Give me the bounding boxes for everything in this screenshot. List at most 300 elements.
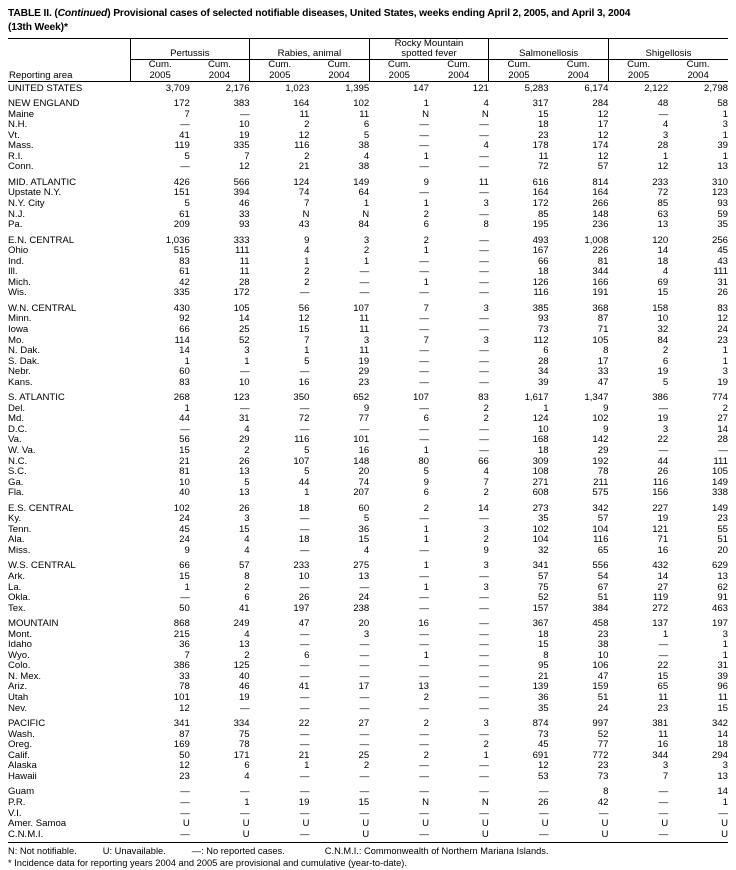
header-group-shigellosis: Shigellosis — [608, 39, 728, 60]
data-cell: 60 — [358, 502, 370, 514]
data-cell: 16 — [358, 445, 370, 456]
data-cell: 1 — [423, 197, 429, 209]
data-cell: 11 — [239, 255, 250, 267]
data-cell: 80 — [418, 455, 429, 467]
data-cell: 13 — [717, 571, 729, 583]
data-cell: 5 — [662, 376, 669, 388]
data-cell: 652 — [353, 392, 370, 404]
reporting-area-cell: Md. — [8, 413, 24, 425]
reporting-area-cell: W.S. CENTRAL — [8, 560, 76, 572]
data-cell: 20 — [358, 466, 370, 478]
data-cell: — — [479, 423, 489, 435]
data-cell: 167 — [532, 245, 549, 257]
reporting-area-cell: MID. ATLANTIC — [8, 176, 77, 188]
data-cell: 72 — [537, 161, 549, 173]
data-cell: 13 — [358, 571, 370, 583]
data-cell: 149 — [353, 176, 370, 188]
data-cell: 874 — [532, 718, 549, 730]
data-cell: 1 — [722, 150, 729, 162]
data-cell: 1 — [304, 345, 310, 357]
data-cell: 272 — [652, 602, 669, 614]
data-cell: 137 — [652, 618, 669, 630]
data-cell: 2 — [244, 649, 250, 661]
footnote-not-notifiable: N: Not notifiable. — [8, 846, 77, 857]
reporting-area-cell: S.C. — [8, 466, 27, 478]
data-cell: N — [362, 208, 370, 220]
data-cell: 60 — [179, 366, 190, 378]
data-cell: 7 — [483, 476, 489, 488]
table-row — [8, 546, 728, 557]
data-cell: 20 — [717, 544, 729, 556]
data-cell: 4 — [304, 245, 310, 257]
data-cell: 8 — [603, 786, 609, 798]
data-cell: 45 — [179, 523, 190, 535]
data-cell: 21 — [298, 161, 310, 173]
data-cell: — — [419, 376, 429, 388]
data-cell: 108 — [532, 466, 549, 478]
data-cell: 16 — [657, 544, 669, 556]
data-cell: — — [658, 828, 669, 840]
data-cell: 341 — [173, 718, 190, 730]
data-cell: 172 — [532, 197, 549, 209]
data-cell: 12 — [597, 150, 609, 162]
reporting-area-cell: Tex. — [8, 602, 26, 614]
data-cell: 57 — [597, 513, 609, 525]
data-cell: 23 — [179, 770, 190, 782]
data-cell: 51 — [717, 534, 729, 546]
data-cell: 42 — [597, 796, 609, 808]
data-cell: — — [180, 796, 190, 808]
data-cell: 32 — [537, 544, 549, 556]
data-cell: 12 — [298, 129, 310, 141]
data-cell: 72 — [298, 413, 310, 425]
data-cell: 121 — [652, 523, 669, 535]
data-cell: 238 — [353, 602, 370, 614]
data-cell: 1 — [423, 445, 429, 456]
data-cell: 52 — [537, 592, 549, 604]
data-cell: 111 — [235, 245, 250, 257]
data-cell: — — [658, 639, 669, 651]
cum-label: Cum. — [327, 59, 351, 71]
reporting-area-cell: Guam — [8, 786, 35, 798]
data-cell: 275 — [353, 560, 370, 572]
data-cell: — — [419, 739, 429, 751]
data-cell: 1 — [543, 402, 549, 414]
data-cell: 215 — [173, 628, 190, 640]
data-cell: 197 — [712, 618, 729, 630]
data-cell: 2 — [363, 760, 370, 772]
data-cell: — — [299, 660, 310, 672]
data-cell: — — [419, 402, 429, 414]
data-cell: — — [359, 702, 370, 714]
data-cell: 1 — [423, 150, 429, 162]
data-cell: 11 — [359, 323, 370, 335]
data-cell: 344 — [592, 266, 609, 278]
data-cell: 120 — [652, 234, 669, 246]
data-cell: 11 — [658, 692, 669, 704]
data-cell: 5 — [184, 150, 190, 162]
data-cell: — — [658, 649, 669, 661]
data-cell: 174 — [592, 140, 609, 152]
data-cell: — — [419, 140, 429, 152]
reporting-area-cell: Upstate N.Y. — [8, 187, 62, 199]
data-cell: 102 — [532, 523, 549, 535]
reporting-area-cell: MOUNTAIN — [8, 618, 59, 630]
data-cell: — — [419, 639, 429, 651]
data-cell: — — [479, 276, 489, 288]
data-cell: — — [299, 828, 310, 840]
data-cell: 14 — [657, 571, 669, 583]
data-cell: 430 — [173, 302, 190, 314]
data-cell: 116 — [593, 534, 609, 546]
data-cell: 10 — [238, 376, 250, 388]
data-cell: — — [299, 786, 310, 798]
data-cell: 85 — [537, 208, 549, 220]
data-cell: N — [481, 796, 489, 808]
data-cell: 28 — [657, 140, 669, 152]
data-cell: 6 — [662, 355, 669, 367]
data-cell: 1 — [423, 245, 429, 257]
data-cell: 7 — [423, 302, 429, 314]
data-cell: 25 — [358, 749, 370, 761]
cum-label: Cum. — [447, 59, 471, 71]
data-cell: 335 — [173, 287, 190, 299]
data-cell: 56 — [179, 434, 190, 446]
data-cell: 3 — [483, 523, 489, 535]
data-cell: 84 — [358, 219, 370, 231]
header-spacer — [8, 39, 130, 60]
data-cell: 1,023 — [285, 82, 310, 94]
data-cell: 13 — [238, 639, 250, 651]
data-cell: — — [479, 728, 489, 740]
data-cell: 3 — [363, 334, 370, 346]
data-cell: 1,008 — [584, 234, 609, 246]
data-cell: 107 — [293, 455, 310, 467]
data-cell: 16 — [418, 618, 429, 630]
year-label: 2005 — [627, 69, 650, 81]
data-cell: 83 — [179, 376, 190, 388]
cum-label: Cum. — [566, 59, 590, 71]
data-cell: 24 — [717, 323, 729, 335]
data-cell: 26 — [298, 592, 310, 604]
data-cell: 21 — [537, 670, 549, 682]
data-cell: 616 — [532, 176, 549, 188]
reporting-area-cell: E.N. CENTRAL — [8, 234, 75, 246]
data-cell: — — [658, 108, 669, 120]
title-line2: (13th Week)* — [8, 21, 68, 33]
data-cell: 62 — [717, 581, 729, 593]
title-continued: Continued — [57, 8, 108, 19]
data-cell: 4 — [483, 466, 489, 478]
data-cell: 44 — [298, 476, 310, 488]
data-cell: 116 — [533, 287, 549, 299]
reporting-area-cell: D.C. — [8, 423, 28, 435]
data-cell: 50 — [179, 602, 190, 614]
data-cell: 14 — [179, 345, 190, 357]
data-cell: 83 — [179, 255, 190, 267]
data-cell: — — [359, 692, 370, 704]
cum-label: Cum. — [387, 59, 411, 71]
year-label: 2005 — [388, 69, 411, 81]
data-cell: 2 — [423, 692, 429, 704]
data-cell: 29 — [238, 434, 250, 446]
data-cell: 5 — [304, 355, 310, 367]
data-cell: — — [240, 366, 250, 378]
data-cell: 14 — [717, 786, 729, 798]
data-cell: 4 — [244, 770, 250, 782]
data-cell: 14 — [717, 728, 729, 740]
data-cell: — — [419, 592, 429, 604]
data-cell: 4 — [244, 534, 250, 546]
data-cell: — — [359, 660, 370, 672]
data-cell: — — [240, 108, 250, 120]
reporting-area-cell: Okla. — [8, 592, 31, 604]
data-cell: 1,617 — [524, 392, 549, 404]
data-cell: — — [419, 187, 429, 199]
data-cell: — — [299, 807, 310, 819]
data-cell: 3 — [483, 197, 489, 209]
data-cell: 7 — [184, 108, 190, 120]
data-cell: — — [299, 423, 310, 435]
data-cell: 71 — [597, 323, 609, 335]
data-cell: 4 — [363, 544, 370, 556]
reporting-area-cell: Mich. — [8, 276, 31, 288]
data-cell: 3 — [483, 560, 489, 572]
data-cell: 74 — [298, 187, 310, 199]
data-cell: U — [481, 818, 489, 830]
data-cell: 384 — [592, 602, 609, 614]
data-cell: 1 — [662, 628, 669, 640]
data-cell: 5 — [423, 466, 429, 478]
data-cell: 4 — [244, 628, 250, 640]
data-cell: 249 — [233, 618, 250, 630]
data-cell: 93 — [238, 219, 250, 231]
data-cell: 226 — [592, 245, 609, 257]
data-cell: 72 — [657, 187, 669, 199]
data-cell: 3 — [363, 234, 370, 246]
data-cell: — — [299, 670, 310, 682]
table-row — [8, 325, 728, 336]
reporting-area-cell: Wyo. — [8, 649, 30, 661]
data-cell: 4 — [662, 119, 669, 131]
data-cell: 105 — [233, 302, 250, 314]
footnote-cnmi: C.N.M.I.: Commonwealth of Northern Mariana Islands. — [324, 846, 549, 857]
header-group-row — [8, 39, 728, 60]
data-cell: 164 — [532, 187, 549, 199]
data-cell: 341 — [532, 560, 549, 572]
data-cell: 6 — [304, 649, 310, 661]
data-cell: 197 — [293, 602, 310, 614]
data-cell: — — [479, 786, 489, 798]
reporting-area-cell: Tenn. — [8, 523, 32, 535]
header-group-rmsf-line2: spotted fever — [401, 48, 457, 60]
data-cell: 77 — [358, 413, 370, 425]
data-cell: 493 — [532, 234, 549, 246]
table-row — [8, 819, 728, 830]
footnote-asterisk: * Incidence data for reporting years 2004 and 2005 are provisional and cumulative (year-to-date). — [8, 858, 407, 869]
data-cell: N — [481, 108, 489, 120]
data-cell: — — [359, 287, 370, 299]
data-cell: — — [419, 571, 429, 583]
data-cell: 338 — [712, 487, 729, 499]
data-cell: 3 — [483, 718, 489, 730]
data-cell: 211 — [593, 476, 609, 488]
data-cell: 13 — [717, 770, 729, 782]
data-cell: 33 — [238, 208, 250, 220]
cum-label: Cum. — [627, 59, 651, 71]
data-cell: 3 — [483, 302, 489, 314]
reporting-area-cell: W. Va. — [8, 445, 36, 456]
reporting-area-cell: Nev. — [8, 702, 28, 714]
data-cell: — — [419, 760, 429, 772]
data-cell: 17 — [597, 355, 609, 367]
header-reporting-area: Reporting area — [8, 60, 130, 82]
data-cell: — — [479, 255, 489, 267]
data-cell: 15 — [657, 670, 669, 682]
data-cell: 75 — [238, 728, 250, 740]
reporting-area-cell: Conn. — [8, 161, 34, 173]
data-cell: — — [479, 119, 489, 131]
data-cell: — — [539, 828, 549, 840]
data-cell: 1 — [304, 760, 310, 772]
data-cell: — — [718, 807, 729, 819]
data-cell: 41 — [298, 681, 310, 693]
data-cell: 45 — [717, 245, 729, 257]
data-cell: 1 — [184, 581, 190, 593]
data-cell: — — [539, 786, 549, 798]
data-cell: 11 — [359, 108, 370, 120]
data-cell: 1,395 — [345, 82, 370, 94]
data-cell: — — [658, 786, 669, 798]
page-title — [8, 7, 728, 34]
reporting-area-cell: Idaho — [8, 639, 33, 651]
reporting-area-cell: UNITED STATES — [8, 82, 83, 94]
data-cell: 157 — [532, 602, 549, 614]
data-cell: — — [658, 807, 669, 819]
data-cell: — — [359, 786, 370, 798]
table-row — [8, 772, 728, 783]
data-cell: 1 — [423, 276, 429, 288]
data-cell: 333 — [233, 234, 250, 246]
data-cell: U — [721, 818, 729, 830]
reporting-area-cell: Minn. — [8, 313, 32, 325]
data-cell: 31 — [717, 276, 729, 288]
data-cell: 41 — [238, 602, 250, 614]
reporting-area-cell: Wash. — [8, 728, 35, 740]
data-cell: 1 — [184, 355, 190, 367]
data-cell: — — [479, 187, 489, 199]
data-cell: 23 — [597, 628, 609, 640]
data-cell: 166 — [592, 276, 609, 288]
data-cell: 149 — [712, 502, 729, 514]
data-cell: — — [299, 402, 310, 414]
data-cell: 1,347 — [584, 392, 609, 404]
reporting-area-cell: C.N.M.I. — [8, 828, 44, 840]
data-cell: 111 — [713, 455, 729, 467]
data-cell: — — [658, 402, 669, 414]
data-cell: 18 — [537, 628, 549, 640]
data-cell: 10 — [298, 571, 310, 583]
data-cell: 2 — [304, 266, 310, 278]
data-cell: 95 — [537, 660, 549, 672]
cum-label: Cum. — [148, 59, 172, 71]
reporting-area-cell: La. — [8, 581, 22, 593]
reporting-area-cell: PACIFIC — [8, 718, 46, 730]
data-cell: 63 — [657, 208, 669, 220]
data-cell: 39 — [537, 376, 549, 388]
data-cell: — — [479, 366, 489, 378]
data-cell: 23 — [597, 760, 609, 772]
reporting-area-cell: Ill. — [8, 266, 18, 278]
data-cell: — — [419, 728, 429, 740]
data-cell: 38 — [358, 140, 370, 152]
data-cell: 9 — [423, 476, 429, 488]
data-cell: 868 — [173, 618, 190, 630]
data-cell: — — [479, 681, 489, 693]
data-cell: 46 — [238, 681, 250, 693]
data-cell: 9 — [184, 544, 190, 556]
data-cell: 1 — [423, 98, 429, 110]
data-cell: 148 — [353, 455, 370, 467]
data-cell: — — [419, 828, 429, 840]
data-cell: 101 — [353, 434, 370, 446]
data-cell: 3 — [722, 119, 729, 131]
data-cell: — — [419, 770, 429, 782]
data-cell: 111 — [713, 266, 729, 278]
data-cell: 566 — [233, 176, 250, 188]
data-cell: 105 — [592, 334, 609, 346]
data-cell: 9 — [304, 234, 310, 246]
year-label: 2005 — [269, 69, 291, 81]
reporting-area-cell: Nebr. — [8, 366, 31, 378]
reporting-area-cell: V.I. — [8, 807, 22, 819]
data-cell: 44 — [657, 455, 669, 467]
data-cell: 23 — [537, 129, 549, 141]
data-cell: 2 — [722, 402, 729, 414]
data-cell: 11 — [239, 266, 250, 278]
data-cell: 3 — [363, 628, 370, 640]
data-cell: 2 — [244, 445, 250, 456]
data-cell: 1 — [722, 108, 729, 120]
data-cell: 158 — [652, 302, 669, 314]
data-cell: 13 — [717, 161, 729, 173]
data-cell: 38 — [597, 639, 609, 651]
data-cell: — — [479, 602, 489, 614]
data-cell: 57 — [238, 560, 250, 572]
data-cell: 114 — [174, 334, 190, 346]
data-cell: 101 — [173, 692, 190, 704]
data-cell: 116 — [294, 434, 310, 446]
data-cell: 367 — [532, 618, 549, 630]
data-cell: 93 — [717, 197, 729, 209]
data-cell: — — [180, 161, 190, 173]
data-cell: 26 — [238, 455, 250, 467]
data-cell: 6 — [363, 119, 370, 131]
table-row — [8, 830, 728, 841]
cum-label: Cum. — [686, 59, 710, 71]
data-cell: 1 — [363, 255, 370, 267]
data-cell: 13 — [238, 466, 250, 478]
data-cell: 12 — [179, 702, 190, 714]
data-cell: 19 — [657, 413, 669, 425]
data-cell: 3 — [722, 628, 729, 640]
data-cell: 368 — [592, 302, 609, 314]
header-shigellosis-cum-2004 — [668, 60, 728, 82]
data-cell: — — [718, 445, 729, 456]
data-cell: 36 — [179, 639, 190, 651]
data-cell: — — [299, 366, 310, 378]
data-cell: — — [479, 445, 489, 456]
